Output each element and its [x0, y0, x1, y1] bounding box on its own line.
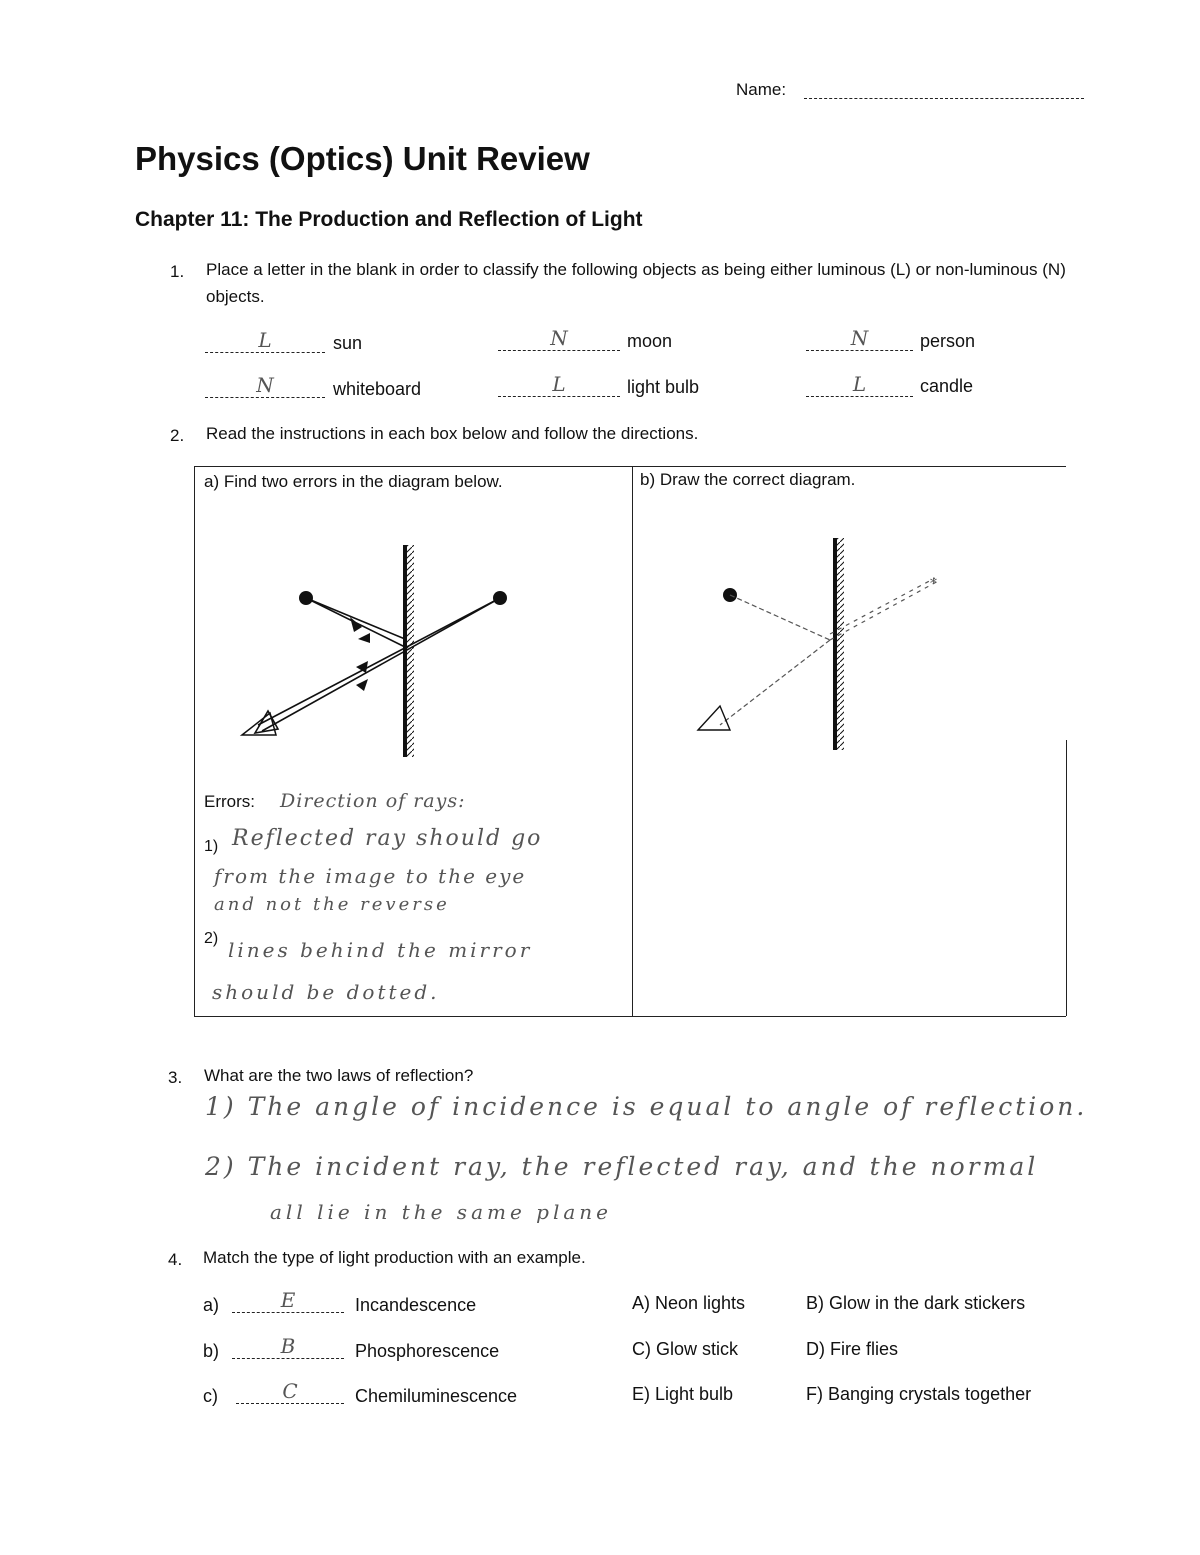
- q4-type-c: Chemiluminescence: [355, 1386, 518, 1406]
- error1-line1: Reflected ray should go: [232, 826, 543, 851]
- plane-mirror-b: [833, 538, 844, 750]
- q3-number: 3.: [168, 1068, 183, 1087]
- q1-label-whiteboard: whiteboard: [333, 379, 422, 399]
- incorrect-ray-diagram: [220, 535, 540, 765]
- q3-answer-line1: 1) The angle of incidence is equal to angle of reflection.: [205, 1092, 1088, 1121]
- q4-blank-b[interactable]: [232, 1336, 344, 1359]
- error2-line2: should be dotted.: [212, 980, 440, 1004]
- q1-answer-sun: L: [258, 328, 272, 352]
- q3-answer-line3: all lie in the same plane: [270, 1200, 612, 1224]
- name-field: [736, 80, 786, 100]
- q1-answer-candle: L: [852, 372, 867, 396]
- q1-label-lightbulb: light bulb: [627, 377, 700, 397]
- q4-type-a: Incandescence: [355, 1295, 477, 1315]
- q1-label-sun: sun: [333, 333, 363, 353]
- image-mark-b: *: [930, 576, 937, 592]
- q4-letter-c: c): [203, 1386, 218, 1406]
- eye-icon-b: [698, 706, 730, 730]
- q2-box-right-border: [1066, 740, 1067, 1016]
- q3-answer-line2: 2) The incident ray, the reflected ray, and the normal: [205, 1152, 1039, 1181]
- q1-answer-lightbulb: L: [552, 372, 566, 396]
- q1-number: 1.: [170, 262, 185, 281]
- q2-box-top-border: [194, 466, 1066, 467]
- ray-lines-b: [720, 578, 940, 725]
- error2-line1: lines behind the mirror: [228, 938, 533, 962]
- q4-option-c: C) Glow stick: [632, 1339, 739, 1359]
- q4-letter-a: a): [203, 1295, 220, 1315]
- q4-answer-b: B: [280, 1334, 296, 1358]
- q1-blank-moon[interactable]: [498, 328, 620, 351]
- q2-box-bottom-border: [194, 1016, 1066, 1017]
- chapter-heading: Chapter 11: The Production and Reflection of Light: [135, 208, 643, 231]
- error2-number: 2): [204, 930, 219, 947]
- q2-box-middle-border: [632, 466, 633, 1016]
- error1-line2: from the image to the eye: [214, 864, 527, 888]
- error1-line3: and not the reverse: [214, 894, 450, 915]
- q2-box-a-title: a) Find two errors in the diagram below.: [204, 472, 503, 491]
- page-title: Physics (Optics) Unit Review: [135, 140, 590, 177]
- q1-text: Place a letter in the blank in order to classify the following objects as being either luminous (L) or non-luminous (N) objects.: [206, 260, 1066, 306]
- q1-answer-whiteboard: N: [256, 373, 274, 397]
- q1-blank-whiteboard[interactable]: [205, 375, 325, 398]
- q4-blank-a[interactable]: [232, 1290, 344, 1313]
- correct-ray-diagram: [690, 530, 960, 760]
- q2-number: 2.: [170, 426, 185, 445]
- q4-text: Match the type of light production with an example.: [203, 1248, 586, 1267]
- q1-answer-person: N: [850, 326, 869, 350]
- q1-label-moon: moon: [627, 331, 673, 351]
- q4-number: 4.: [168, 1250, 183, 1269]
- q4-option-b: B) Glow in the dark stickers: [806, 1293, 1026, 1313]
- q4-type-b: Phosphorescence: [355, 1341, 500, 1361]
- errors-intro: Direction of rays:: [280, 790, 466, 812]
- q4-answer-a: E: [280, 1288, 296, 1312]
- q2-text: Read the instructions in each box below and follow the directions.: [206, 424, 699, 443]
- q4-answer-c: C: [282, 1379, 298, 1403]
- q4-blank-c[interactable]: [236, 1381, 344, 1404]
- q1-blank-person[interactable]: [806, 328, 913, 351]
- name-label: Name:: [736, 80, 787, 99]
- q1-answer-moon: N: [550, 326, 568, 350]
- q2-box-b-title: b) Draw the correct diagram.: [640, 470, 856, 489]
- q4-option-f: F) Banging crystals together: [806, 1384, 1032, 1404]
- ray-lines-a: [255, 598, 500, 733]
- q4-option-a: A) Neon lights: [632, 1293, 746, 1313]
- errors-label: Errors:: [204, 792, 255, 811]
- q3-text: What are the two laws of reflection?: [204, 1066, 474, 1085]
- q4-option-d: D) Fire flies: [806, 1339, 899, 1359]
- q1-blank-sun[interactable]: [205, 330, 325, 353]
- q4-letter-b: b): [203, 1341, 220, 1361]
- q1-blank-candle[interactable]: [806, 374, 913, 397]
- q1-label-candle: candle: [920, 376, 974, 396]
- q1-label-person: person: [920, 331, 976, 351]
- q2-box-left-border: [194, 466, 195, 1016]
- q1-blank-lightbulb[interactable]: [498, 374, 620, 397]
- error1-number: 1): [204, 838, 219, 855]
- q4-option-e: E) Light bulb: [632, 1384, 734, 1404]
- name-input-line[interactable]: [804, 98, 1084, 99]
